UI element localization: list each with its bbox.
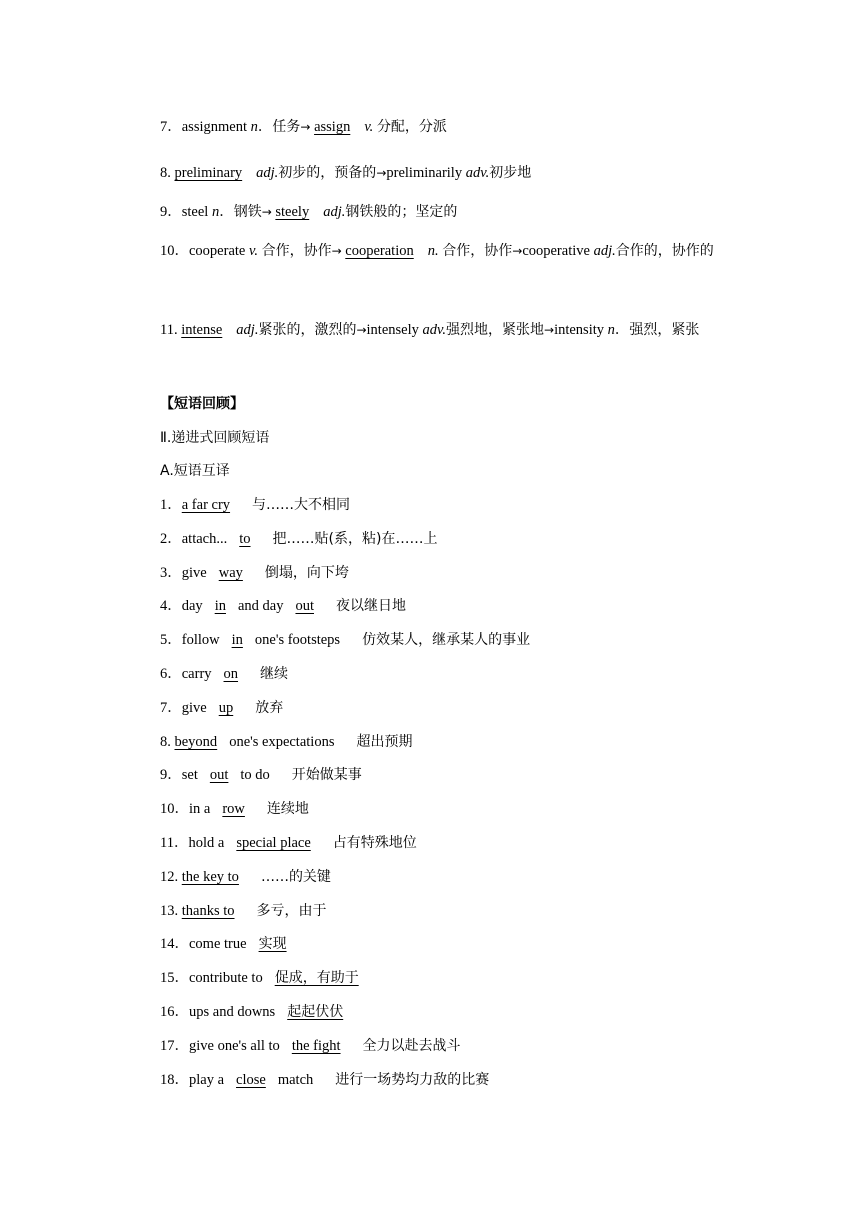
answer-blank: thanks to (181, 903, 235, 919)
answer-blank: out (295, 598, 314, 614)
answer-blank: 实现 (258, 936, 287, 952)
item-number: 14． (160, 936, 189, 952)
phrase-item (160, 833, 417, 853)
chinese-meaning: 与……大不相同 (252, 497, 351, 513)
item-number: 1． (160, 497, 182, 513)
arrow-icon: → (376, 166, 387, 180)
phrase-item (160, 529, 437, 549)
chinese-meaning: 继续 (260, 666, 289, 682)
phrase-item (160, 698, 283, 718)
chinese-meaning: 把……贴(系，粘)在……上 (272, 531, 438, 547)
phrase-item (160, 799, 309, 819)
item-number: 15． (160, 970, 189, 986)
phrase-text: to do (240, 767, 270, 783)
answer-blank: intense (181, 322, 223, 338)
phrase-item (160, 664, 288, 684)
answer-blank: special place (236, 835, 311, 851)
phrase-text: set (181, 767, 198, 783)
phrase-item (160, 765, 362, 785)
phrase-item (160, 596, 406, 616)
item-number: 8. (160, 734, 175, 750)
chinese-meaning: 倒塌，向下垮 (264, 565, 349, 581)
answer-blank: up (218, 700, 234, 716)
answer-blank: cooperation (345, 243, 414, 259)
answer-blank: the key to (181, 869, 239, 885)
phrase-text: match (277, 1072, 314, 1088)
item-number: 13. (160, 903, 182, 919)
answer-blank: on (223, 666, 239, 682)
phrase-text: give one's all to (189, 1038, 280, 1054)
item-number: 4． (160, 598, 182, 614)
item-number: 6． (160, 666, 182, 682)
phrase-item (160, 934, 287, 954)
arrow-icon: → (544, 323, 555, 337)
section-header: 【短语回顾】 (160, 396, 244, 412)
answer-blank: in (231, 632, 243, 648)
answer-blank: in (214, 598, 226, 614)
subsection-title: Ⅱ.递进式回顾短语 (160, 430, 270, 446)
answer-blank: preliminary (174, 165, 243, 181)
phrase-text: one's expectations (229, 734, 335, 750)
chinese-meaning: 开始做某事 (291, 767, 362, 783)
answer-blank: the fight (291, 1038, 341, 1054)
item-number: 10． (160, 801, 189, 817)
vocab-item: 11. intense adj.紧张的，激烈的→intensely adv.强烈地，紧张地→intensity n．强烈，紧张 (160, 322, 700, 338)
phrase-text: attach... (181, 531, 228, 547)
item-number: 7． (160, 700, 182, 716)
item-number: 17． (160, 1038, 189, 1054)
phrase-text: in a (189, 801, 211, 817)
answer-blank: 促成，有助于 (274, 970, 359, 986)
item-number: 5． (160, 632, 182, 648)
chinese-meaning: 连续地 (266, 801, 309, 817)
vocab-item: 7．assignment n．任务→ assign v. 分配，分派 (160, 119, 447, 135)
answer-blank: a far cry (181, 497, 231, 513)
phrase-item (160, 1070, 489, 1090)
phrase-text: follow (181, 632, 220, 648)
answer-blank: 起起伏伏 (287, 1004, 344, 1020)
phrase-text: contribute to (189, 970, 263, 986)
chinese-meaning: 仿效某人，继承某人的事业 (362, 632, 531, 648)
phrase-text: come true (189, 936, 247, 952)
answer-blank: to (239, 531, 251, 547)
vocab-item: 10．cooperate v. 合作，协作→ cooperation n. 合作，协作→cooperative adj.合作的，协作的 (160, 243, 714, 259)
item-number: 2． (160, 531, 182, 547)
phrase-item (160, 630, 530, 650)
phrase-item (160, 732, 412, 752)
chinese-meaning: 放弃 (255, 700, 284, 716)
answer-blank: steely (275, 204, 310, 220)
chinese-meaning: 进行一场势均力敌的比赛 (335, 1072, 490, 1088)
phrase-item (160, 1002, 343, 1022)
phrase-text: give (181, 565, 207, 581)
answer-blank: out (209, 767, 229, 783)
item-number: 18． (160, 1072, 189, 1088)
phrase-item (160, 867, 331, 887)
phrase-item (160, 968, 359, 988)
chinese-meaning: 夜以继日地 (336, 598, 406, 614)
chinese-meaning: 全力以赴去战斗 (362, 1038, 461, 1054)
phrase-text: play a (189, 1072, 225, 1088)
phrase-item (160, 563, 349, 583)
vocab-item: 9．steel n．钢铁→ steely adj.钢铁般的；坚定的 (160, 204, 458, 220)
item-number: 3． (160, 565, 182, 581)
chinese-meaning: 占有特殊地位 (332, 835, 417, 851)
answer-blank: assign (314, 119, 351, 135)
phrase-text: hold a (188, 835, 225, 851)
vocab-item: 8. preliminary adj.初步的，预备的→preliminarily adv.初步地 (160, 165, 532, 181)
arrow-icon: → (300, 120, 311, 134)
answer-blank: way (218, 565, 243, 581)
phrase-text: day (181, 598, 203, 614)
item-number: 9． (160, 767, 182, 783)
answer-blank: beyond (174, 734, 218, 750)
item-number: 12. (160, 869, 182, 885)
arrow-icon: → (331, 244, 342, 258)
phrase-text: one's footsteps (254, 632, 341, 648)
chinese-meaning: ……的关键 (260, 869, 331, 885)
phrase-text: and day (237, 598, 284, 614)
item-number: 16． (160, 1004, 189, 1020)
answer-blank: row (222, 801, 245, 817)
phrase-text: give (181, 700, 207, 716)
arrow-icon: → (512, 244, 523, 258)
phrase-item (160, 495, 350, 515)
phrase-text: carry (181, 666, 212, 682)
phrase-item (160, 1036, 461, 1056)
answer-blank: close (236, 1072, 266, 1088)
arrow-icon: → (356, 323, 367, 337)
phrase-text: ups and downs (189, 1004, 276, 1020)
subsubsection-title: A.短语互译 (160, 463, 230, 479)
chinese-meaning: 多亏，由于 (256, 903, 327, 919)
chinese-meaning: 超出预期 (356, 734, 413, 750)
phrase-item (160, 901, 327, 921)
item-number: 11． (160, 835, 189, 851)
arrow-icon: → (261, 205, 272, 219)
